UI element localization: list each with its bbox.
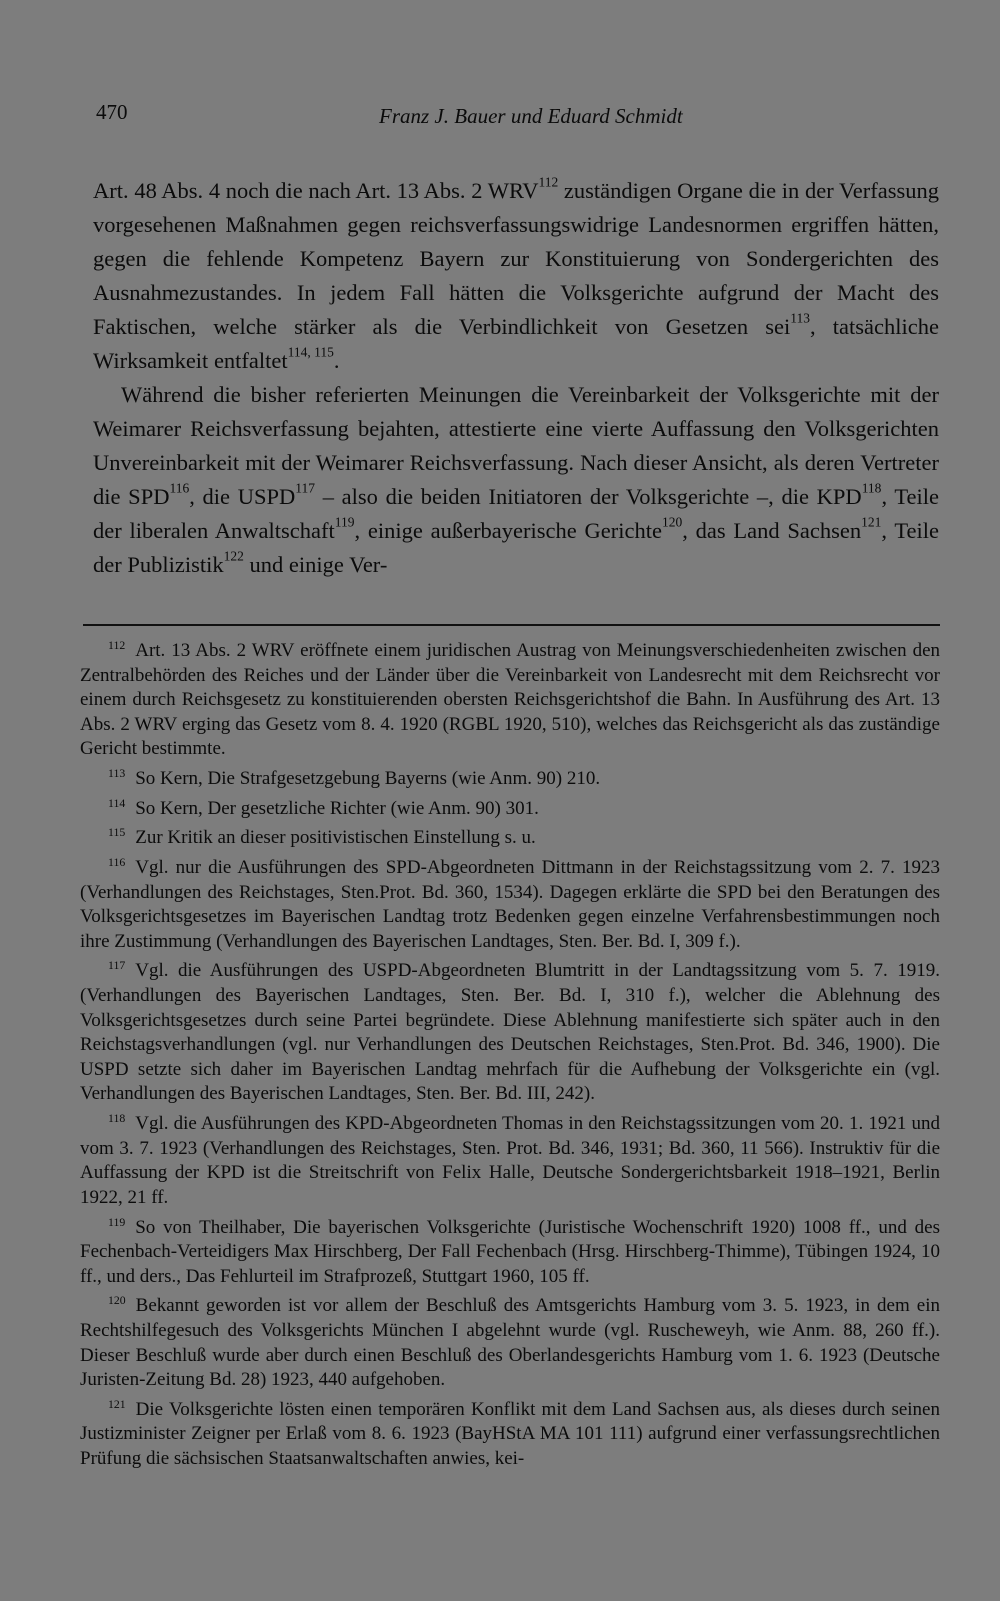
footnote-reference: 118 <box>861 480 882 496</box>
footnote-number: 117 <box>108 959 126 973</box>
footnote-text: Vgl. die Ausführungen des KPD-Abgeordneten Thomas in den Reichstagssitzungen vom 20. 1. 1921 und vom 3. 7. 1923 (Verhandlungen des Reichstages, Sten. Prot. Bd. 346, 1931; Bd. 360, 11 566). Instruktiv für die Auffassung der KPD ist die Streitschrift von Felix Halle, Deutsche Sondergerichtsbarkeit 1918–1921, Berlin 1922, 21 ff. <box>80 1113 940 1208</box>
footnote <box>80 762 940 792</box>
footnote-text: Vgl. die Ausführungen des USPD-Abgeordneten Blumtritt in der Landtagssitzung vom 5. 7. 1919. (Verhandlungen des Bayerischen Landtages, Sten. Ber. Bd. I, 310 f.), welcher die Ablehnung des Volksgerichtsgesetzes durch seine Partei begründete. Diese Ablehnung manifestierte sich später auch in den Reichstagsverhandlungen (vgl. nur Verhandlungen des Deutschen Reichstages, Sten.Prot. Bd. 346, 1900). Die USPD setzte sich daher im Bayerischen Landtag mehrfach für die Aufhebung der Volksgerichte ein (vgl. Verhandlungen des Bayerischen Landtages, Sten. Ber. Bd. III, 242). <box>80 960 940 1105</box>
text-run: , Teile der Publizistik <box>93 518 940 577</box>
footnote-text: Bekannt geworden ist vor allem der Beschluß des Amtsgerichts Hamburg vom 3. 5. 1923, in dem ein Rechtshilfegesuch des Volksgerichts München I abgelehnt wurde (vgl. Ruscheweyh, wie Anm. 88, 260 ff.). Dieser Beschluß wurde aber durch einen Beschluß des Oberlandesgerichts Hamburg vom 1. 6. 1923 (Deutsche Juristen-Zeitung Bd. 28) 1923, 440 aufgehoben. <box>80 1295 940 1391</box>
footnote-text: Vgl. nur die Ausführungen des SPD-Abgeordneten Dittmann in der Reichstagssitzung vom 2. 7. 1923 (Verhandlungen des Reichstages, Sten.Prot. Bd. 360, 1534). Dagegen erklärte die SPD bei den Beratungen des Volksgerichtsgesetzes im Bayerischen Landtag trotz Bedenken gegen einzelne Verfahrensbestimmungen noch ihre Zustimmung (Verhandlungen des Bayerischen Landtages, Sten. Ber. Bd. I, 309 f.). <box>80 857 940 952</box>
footnote-reference: 120 <box>661 514 683 530</box>
footnote <box>80 634 940 762</box>
text-run: und einige Ver- <box>243 552 388 577</box>
footnote <box>80 851 940 954</box>
footnote <box>80 1211 940 1290</box>
footnote-number: 114 <box>108 796 126 810</box>
footnote <box>80 1289 940 1392</box>
text-run: , einige außerbayerische Gerichte <box>354 518 662 543</box>
footnote-divider <box>83 624 940 626</box>
footnote-text: Die Volksgerichte lösten einen temporären Konflikt mit dem Land Sachsen aus, als dieses durch seinen Justizminister Zeigner per Erlaß vom 8. 6. 1923 (BayHStA MA 101 111) aufgrund einer verfassungsrechtlichen Prüfung die sächsischen Staatsanwaltschaften anwies, kei- <box>80 1398 940 1470</box>
paragraph-2 <box>93 378 939 582</box>
text-run: – also die beiden Initiatoren der Volksgerichte –, die KPD <box>315 484 862 509</box>
page-header <box>96 100 940 130</box>
footnote-number: 112 <box>108 639 126 652</box>
paragraph-1 <box>93 174 939 378</box>
footnote-text: Zur Kritik an dieser positivistischen Einstellung s. u. <box>135 827 536 849</box>
footnote-text: Art. 13 Abs. 2 WRV eröffnete einem juridischen Austrag von Meinungsverschiedenheiten zwischen den Zentralbehörden des Reiches und der Länder über die Vereinbarkeit von Landesrecht mit dem Reichsrecht vor einem durch Reichsgesetz zu konstituierenden obersten Reichsgerichtshof die Bahn. In Ausführung des Art. 13 Abs. 2 WRV erging das Gesetz vom 8. 4. 1920 (RGBL 1920, 510), welches das Reichsgericht als das zuständige Gericht bestimmte. <box>80 640 940 760</box>
footnote <box>80 954 940 1107</box>
text-run: . <box>333 348 340 373</box>
footnote-reference: 119 <box>334 514 355 530</box>
text-run: Art. 48 Abs. 4 noch die nach Art. 13 Abs. 2 WRV <box>93 178 539 203</box>
footnote-reference: 112 <box>538 174 559 190</box>
page-number: 470 <box>96 100 128 124</box>
running-title: Franz J. Bauer und Eduard Schmidt <box>379 104 683 128</box>
footnote-number: 113 <box>108 767 126 781</box>
footnote-reference: 116 <box>169 480 190 496</box>
text-run: zuständigen Organe die in der Verfassung vorgesehenen Maßnahmen gegen reichsverfassungswidrige Landesnormen ergriffen hätten, gegen die fehlende Kompetenz Bayern zur Konstituierung von Sondergerichten des Ausnahmezustandes. In jedem Fall hätten die Volksgerichte aufgrund der Macht des Faktischen, welche stärker als die Verbindlichkeit von Gesetzen sei <box>93 178 939 339</box>
text-run: , Teile der liberalen Anwaltschaft <box>93 484 940 543</box>
footnote-text: So von Theilhaber, Die bayerischen Volksgerichte (Juristische Wochenschrift 1920) 1008 ff., und des Fechenbach-Verteidigers Max Hirschberg, Der Fall Fechenbach (Hrsg. Hirschberg-Thimme), Tübingen 1924, 10 ff., und ders., Das Fehlurteil im Strafprozeß, Stuttgart 1960, 105 ff. <box>80 1216 940 1287</box>
footnotes <box>80 634 940 1472</box>
text-run: , das Land Sachsen <box>682 518 862 543</box>
footnote-text: So Kern, Die Strafgesetzgebung Bayerns (wie Anm. 90) 210. <box>135 768 601 790</box>
text-run: Während die bisher referierten Meinungen die Vereinbarkeit der Volksgerichte mit der Weimarer Reichsverfassung bejahten, attestierte eine vierte Auffassung den Volksgerichten Unvereinbarkeit mit der Weimarer Reichsverfassung. Nach dieser Ansicht, als deren Vertreter die SPD <box>93 382 939 509</box>
footnote <box>80 821 940 851</box>
footnote-reference: 113 <box>790 310 811 326</box>
footnote-number: 120 <box>108 1294 126 1308</box>
footnote-number: 115 <box>108 826 126 840</box>
footnote-reference: 122 <box>223 548 244 564</box>
text-run: , tatsächliche Wirksamkeit entfaltet <box>93 314 939 373</box>
footnote <box>80 1107 940 1210</box>
footnote-reference: 114, 115 <box>287 344 334 360</box>
footnote <box>80 792 940 822</box>
footnote-reference: 121 <box>861 514 882 530</box>
footnote <box>80 1393 940 1472</box>
footnote-text: So Kern, Der gesetzliche Richter (wie Anm. 90) 301. <box>135 797 539 819</box>
footnote-number: 121 <box>108 1397 126 1411</box>
footnote-reference: 117 <box>295 480 316 496</box>
footnote-number: 118 <box>108 1112 126 1126</box>
footnote-number: 116 <box>108 856 126 869</box>
footnote-number: 119 <box>108 1215 126 1229</box>
text-run: , die USPD <box>189 484 296 509</box>
main-text <box>93 174 939 582</box>
